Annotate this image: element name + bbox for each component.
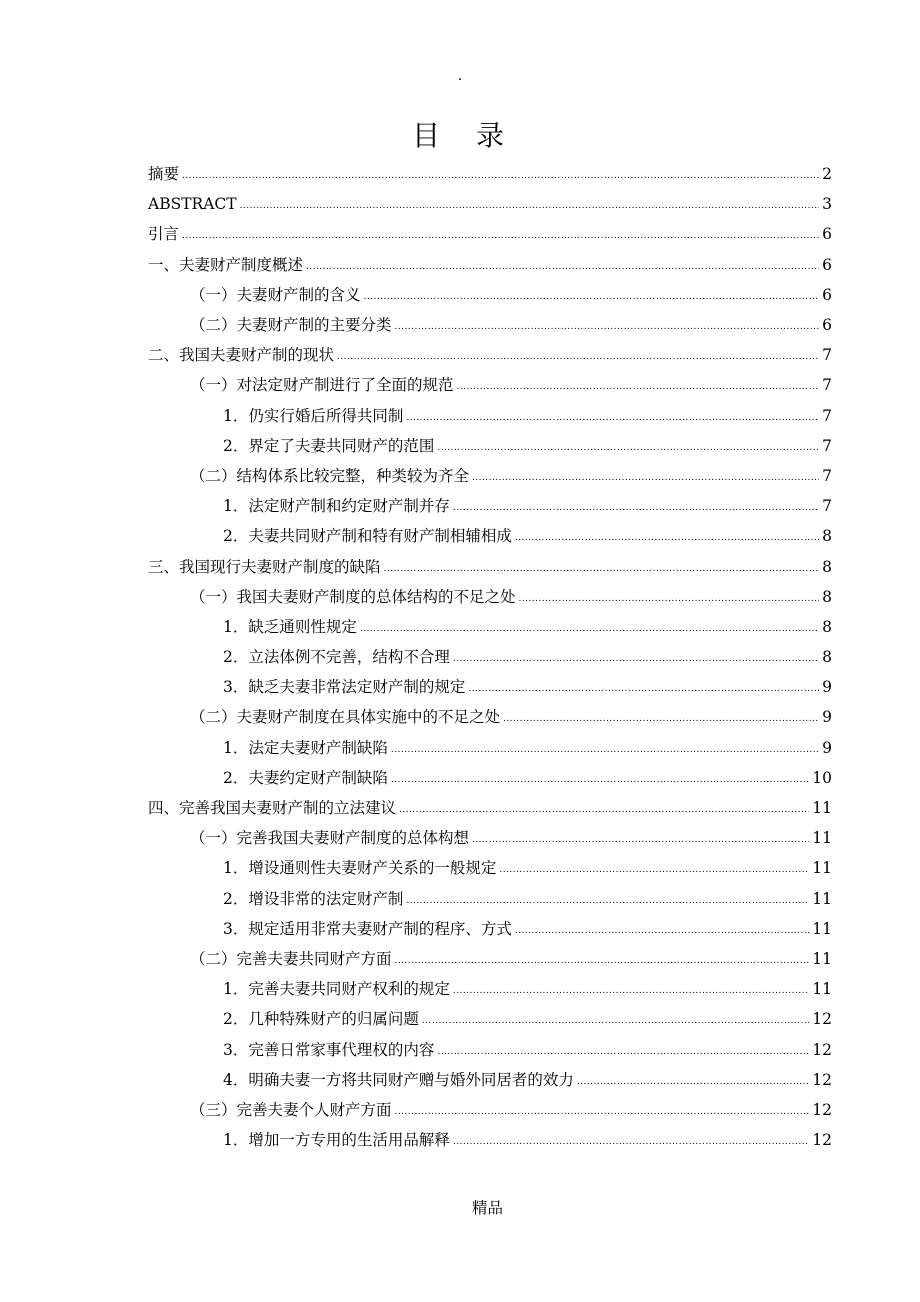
toc-entry-page-number: 12 [812, 1040, 832, 1059]
toc-entry-page-number: 6 [822, 255, 832, 274]
toc-entry-page-number: 7 [822, 376, 832, 395]
dot-leader [395, 944, 810, 974]
toc-entry-title: 1．仍实行婚后所得共同制 [223, 406, 404, 425]
toc-entry-title: 1．完善夫妻共同财产权利的规定 [223, 980, 450, 999]
toc-entry[interactable] [148, 582, 832, 612]
toc-entry[interactable] [148, 823, 832, 853]
dot-leader [182, 159, 819, 189]
toc-entry-page-number: 11 [812, 799, 832, 818]
dot-leader [395, 310, 820, 340]
toc-entry-title: 2．几种特殊财产的归属问题 [223, 1010, 419, 1029]
toc-entry-title: 3．完善日常家事代理权的内容 [223, 1040, 435, 1059]
toc-entry-title: 1．法定夫妻财产制缺陷 [223, 738, 388, 757]
toc-entry-title: 2．夫妻约定财产制缺陷 [223, 768, 388, 787]
toc-entry[interactable] [148, 219, 832, 249]
toc-entry-page-number: 8 [822, 648, 832, 667]
toc-entry-page-number: 9 [822, 738, 832, 757]
toc-entry-page-number: 11 [812, 980, 832, 999]
toc-entry[interactable] [148, 944, 832, 974]
toc-entry-page-number: 7 [822, 346, 832, 365]
toc-entry-title: （二）夫妻财产制度在具体实施中的不足之处 [190, 708, 501, 727]
toc-entry-title: （二）完善夫妻共同财产方面 [190, 949, 392, 968]
toc-entry-page-number: 10 [812, 768, 832, 787]
dot-leader [499, 853, 809, 883]
toc-entry[interactable] [148, 340, 832, 370]
toc-entry-title: 二、我国夫妻财产制的现状 [148, 346, 335, 365]
toc-entry-page-number: 11 [812, 919, 832, 938]
toc-entry-page-number: 7 [822, 406, 832, 425]
toc-entry-page-number: 11 [812, 889, 832, 908]
dot-leader [472, 461, 819, 491]
dot-leader [306, 250, 819, 280]
toc-entry-title: 2．增设非常的法定财产制 [223, 889, 404, 908]
toc-entry[interactable] [148, 551, 832, 581]
toc-entry[interactable] [148, 1065, 832, 1095]
dot-leader [577, 1065, 809, 1095]
toc-entry-title: 1．缺乏通则性规定 [223, 617, 357, 636]
dot-leader [384, 552, 820, 582]
dot-leader [240, 189, 820, 219]
toc-entry-page-number: 6 [822, 285, 832, 304]
toc-entry-title: 三、我国现行夫妻财产制度的缺陷 [148, 557, 381, 576]
dot-leader [472, 823, 809, 853]
toc-entry[interactable] [148, 733, 832, 763]
toc-entry[interactable] [148, 1125, 832, 1155]
footer-text: 精品 [471, 1199, 503, 1217]
toc-entry[interactable] [148, 642, 832, 672]
toc-entry-title: 1．增设通则性夫妻财产关系的一般规定 [223, 859, 497, 878]
toc-entry[interactable] [148, 884, 832, 914]
dot-leader [453, 974, 809, 1004]
toc-entry-title: （一）夫妻财产制的含义 [190, 285, 361, 304]
dot-leader [395, 1095, 810, 1125]
dot-leader [337, 340, 819, 370]
toc-entry-page-number: 7 [822, 436, 832, 455]
toc-entry-title: （三）完善夫妻个人财产方面 [190, 1100, 392, 1119]
toc-entry-page-number: 7 [822, 466, 832, 485]
dot-leader [453, 642, 819, 672]
toc-entry[interactable] [148, 431, 832, 461]
toc-entry-title: 3．缺乏夫妻非常法定财产制的规定 [223, 678, 466, 697]
toc-entry[interactable] [148, 702, 832, 732]
dot-leader [422, 1004, 809, 1034]
toc-entry-title: 摘要 [148, 165, 180, 184]
toc-entry[interactable] [148, 672, 832, 702]
toc-entry[interactable] [148, 612, 832, 642]
toc-entry-page-number: 11 [812, 859, 832, 878]
dot-leader [457, 370, 820, 400]
toc-entry[interactable] [148, 1095, 832, 1125]
toc-entry-page-number: 12 [812, 1010, 832, 1029]
toc-entry-title: 引言 [148, 225, 180, 244]
toc-entry-page-number: 6 [822, 316, 832, 335]
toc-entry-page-number: 8 [822, 527, 832, 546]
toc-entry-page-number: 8 [822, 557, 832, 576]
toc-entry[interactable] [148, 914, 832, 944]
toc-entry[interactable] [148, 159, 832, 189]
toc-entry-title: （一）对法定财产制进行了全面的规范 [190, 376, 454, 395]
toc-entry-title: （二）夫妻财产制的主要分类 [190, 316, 392, 335]
toc-entry[interactable] [148, 370, 832, 400]
toc-entry-page-number: 9 [822, 678, 832, 697]
dot-leader [437, 431, 819, 461]
dot-leader [503, 702, 819, 732]
toc-entry-page-number: 12 [812, 1131, 832, 1150]
toc-entry-page-number: 8 [822, 587, 832, 606]
toc-entry[interactable] [148, 763, 832, 793]
toc-entry-title: （一）我国夫妻财产制度的总体结构的不足之处 [190, 587, 516, 606]
toc-entry-title: ABSTRACT [148, 195, 237, 214]
toc-entry[interactable] [148, 401, 832, 431]
toc-entry-page-number: 7 [822, 497, 832, 516]
toc-entry-page-number: 9 [822, 708, 832, 727]
toc-entry-page-number: 11 [812, 829, 832, 848]
dot-leader [406, 401, 819, 431]
dot-leader [406, 884, 809, 914]
dot-leader [453, 491, 819, 521]
dot-leader [519, 582, 820, 612]
dot-leader [391, 763, 809, 793]
dot-leader [360, 612, 819, 642]
page-title: 目 录 [411, 119, 508, 152]
toc-entry-title: 2．界定了夫妻共同财产的范围 [223, 436, 435, 455]
toc-entry[interactable] [148, 189, 832, 219]
toc-entry-title: 4．明确夫妻一方将共同财产赠与婚外同居者的效力 [223, 1070, 574, 1089]
toc-entry-title: 3．规定适用非常夫妻财产制的程序、方式 [223, 919, 512, 938]
toc-entry[interactable] [148, 491, 832, 521]
dot-leader [437, 1035, 809, 1065]
table-of-contents [148, 159, 832, 1155]
toc-entry-title: 1．增加一方专用的生活用品解释 [223, 1131, 450, 1150]
toc-entry-title: 2．立法体例不完善，结构不合理 [223, 648, 450, 667]
toc-entry[interactable] [148, 793, 832, 823]
toc-entry[interactable] [148, 974, 832, 1004]
toc-entry-title: 2．夫妻共同财产制和特有财产制相辅相成 [223, 527, 512, 546]
toc-entry[interactable] [148, 1004, 832, 1034]
toc-entry-page-number: 11 [812, 949, 832, 968]
toc-entry-page-number: 8 [822, 617, 832, 636]
toc-entry-title: 四、完善我国夫妻财产制的立法建议 [148, 799, 397, 818]
toc-entry[interactable] [148, 853, 832, 883]
dot-leader [515, 914, 809, 944]
toc-entry[interactable] [148, 461, 832, 491]
dot-leader [391, 733, 819, 763]
toc-entry[interactable] [148, 250, 832, 280]
header-mark: . [457, 68, 463, 84]
toc-entry[interactable] [148, 1034, 832, 1064]
dot-leader [399, 793, 809, 823]
dot-leader [515, 521, 819, 551]
dot-leader [364, 280, 820, 310]
dot-leader [453, 1125, 809, 1155]
toc-entry[interactable] [148, 280, 832, 310]
toc-entry-page-number: 12 [812, 1100, 832, 1119]
dot-leader [182, 219, 819, 249]
toc-entry[interactable] [148, 521, 832, 551]
toc-entry-page-number: 3 [822, 195, 832, 214]
toc-entry-page-number: 12 [812, 1070, 832, 1089]
toc-entry-title: （二）结构体系比较完整，种类较为齐全 [190, 466, 470, 485]
toc-entry[interactable] [148, 310, 832, 340]
toc-entry-title: 一、夫妻财产制度概述 [148, 255, 304, 274]
toc-entry-page-number: 6 [822, 225, 832, 244]
toc-entry-title: （一）完善我国夫妻财产制度的总体构想 [190, 829, 470, 848]
toc-entry-page-number: 2 [822, 165, 832, 184]
dot-leader [468, 672, 819, 702]
toc-entry-title: 1．法定财产制和约定财产制并存 [223, 497, 450, 516]
